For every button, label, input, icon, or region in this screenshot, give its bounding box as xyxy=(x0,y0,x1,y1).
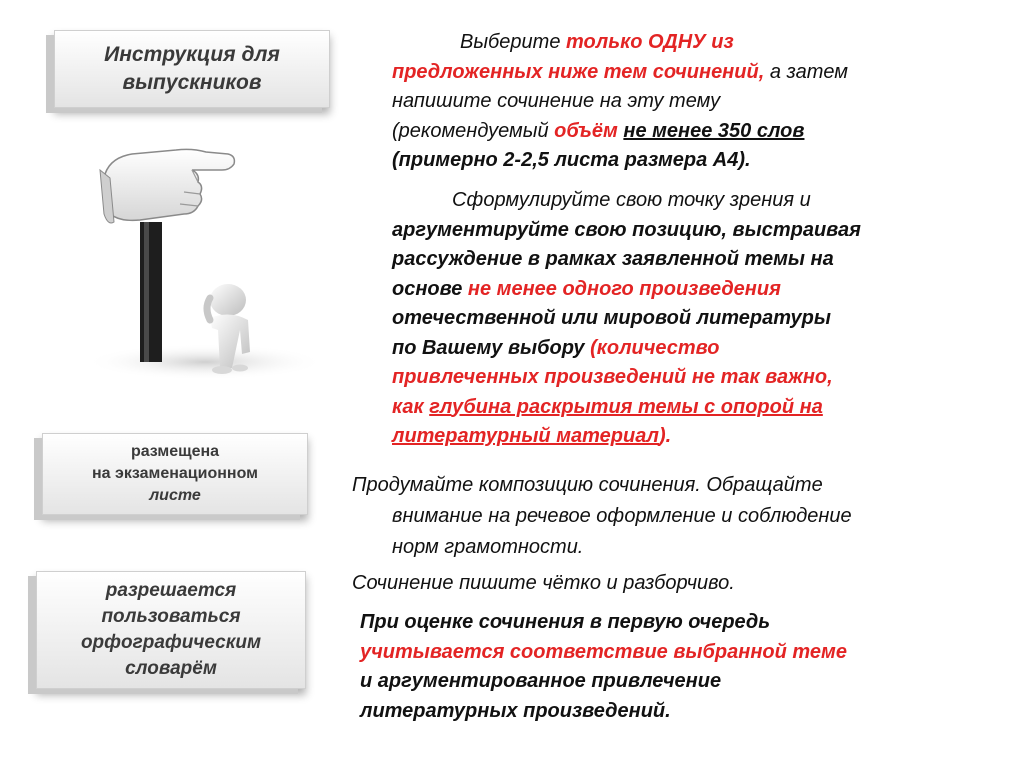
dictionary-allowed-box xyxy=(36,571,306,689)
pointing-hand-icon xyxy=(100,149,234,223)
paragraph-choose-topic: Выберите только ОДНУ из предложенных ниже тем сочинений, а затем напишите сочинение на эту тему (рекомендуемый объём не менее 350 слов (примерно 2-2,5 листа размера А4). xyxy=(392,31,848,171)
exam-sheet-line1: размещена xyxy=(130,443,220,460)
paragraph-evaluation: При оценке сочинения в первую очередь учитывается соответствие выбранной теме и аргументированное привлечение литературных произведений. xyxy=(360,611,847,722)
paragraph-write-clearly: Сочинение пишите чётко и разборчиво. xyxy=(352,572,735,594)
pointing-hand-sign-illustration xyxy=(80,130,330,390)
dictionary-line1: разрешается xyxy=(105,580,237,601)
instruction-title-line2: выпускников xyxy=(122,71,262,94)
instruction-title-line1: Инструкция для xyxy=(104,43,280,66)
dictionary-line2: пользоваться xyxy=(101,606,241,627)
exam-sheet-box xyxy=(42,433,308,515)
instruction-title-box xyxy=(54,30,330,108)
paragraph-argument: Сформулируйте свою точку зрения и аргументируйте свою позицию, выстраивая рассуждение в рамках заявленной темы на основе не менее одного произведения отечественной или мировой литературы по Вашему выбору (количество привлеченных произведений не так важно, как глубина раскрытия темы с опорой на литературный материал). xyxy=(392,189,861,447)
exam-sheet-line3: листе xyxy=(149,487,201,504)
dictionary-line4: словарём xyxy=(125,658,217,679)
exam-sheet-line2: на экзаменационном xyxy=(92,465,258,482)
paragraph-composition: Продумайте композицию сочинения. Обращайте внимание на речевое оформление и соблюдение норм грамотности. xyxy=(352,474,852,558)
dictionary-line3: орфографическим xyxy=(80,632,262,653)
